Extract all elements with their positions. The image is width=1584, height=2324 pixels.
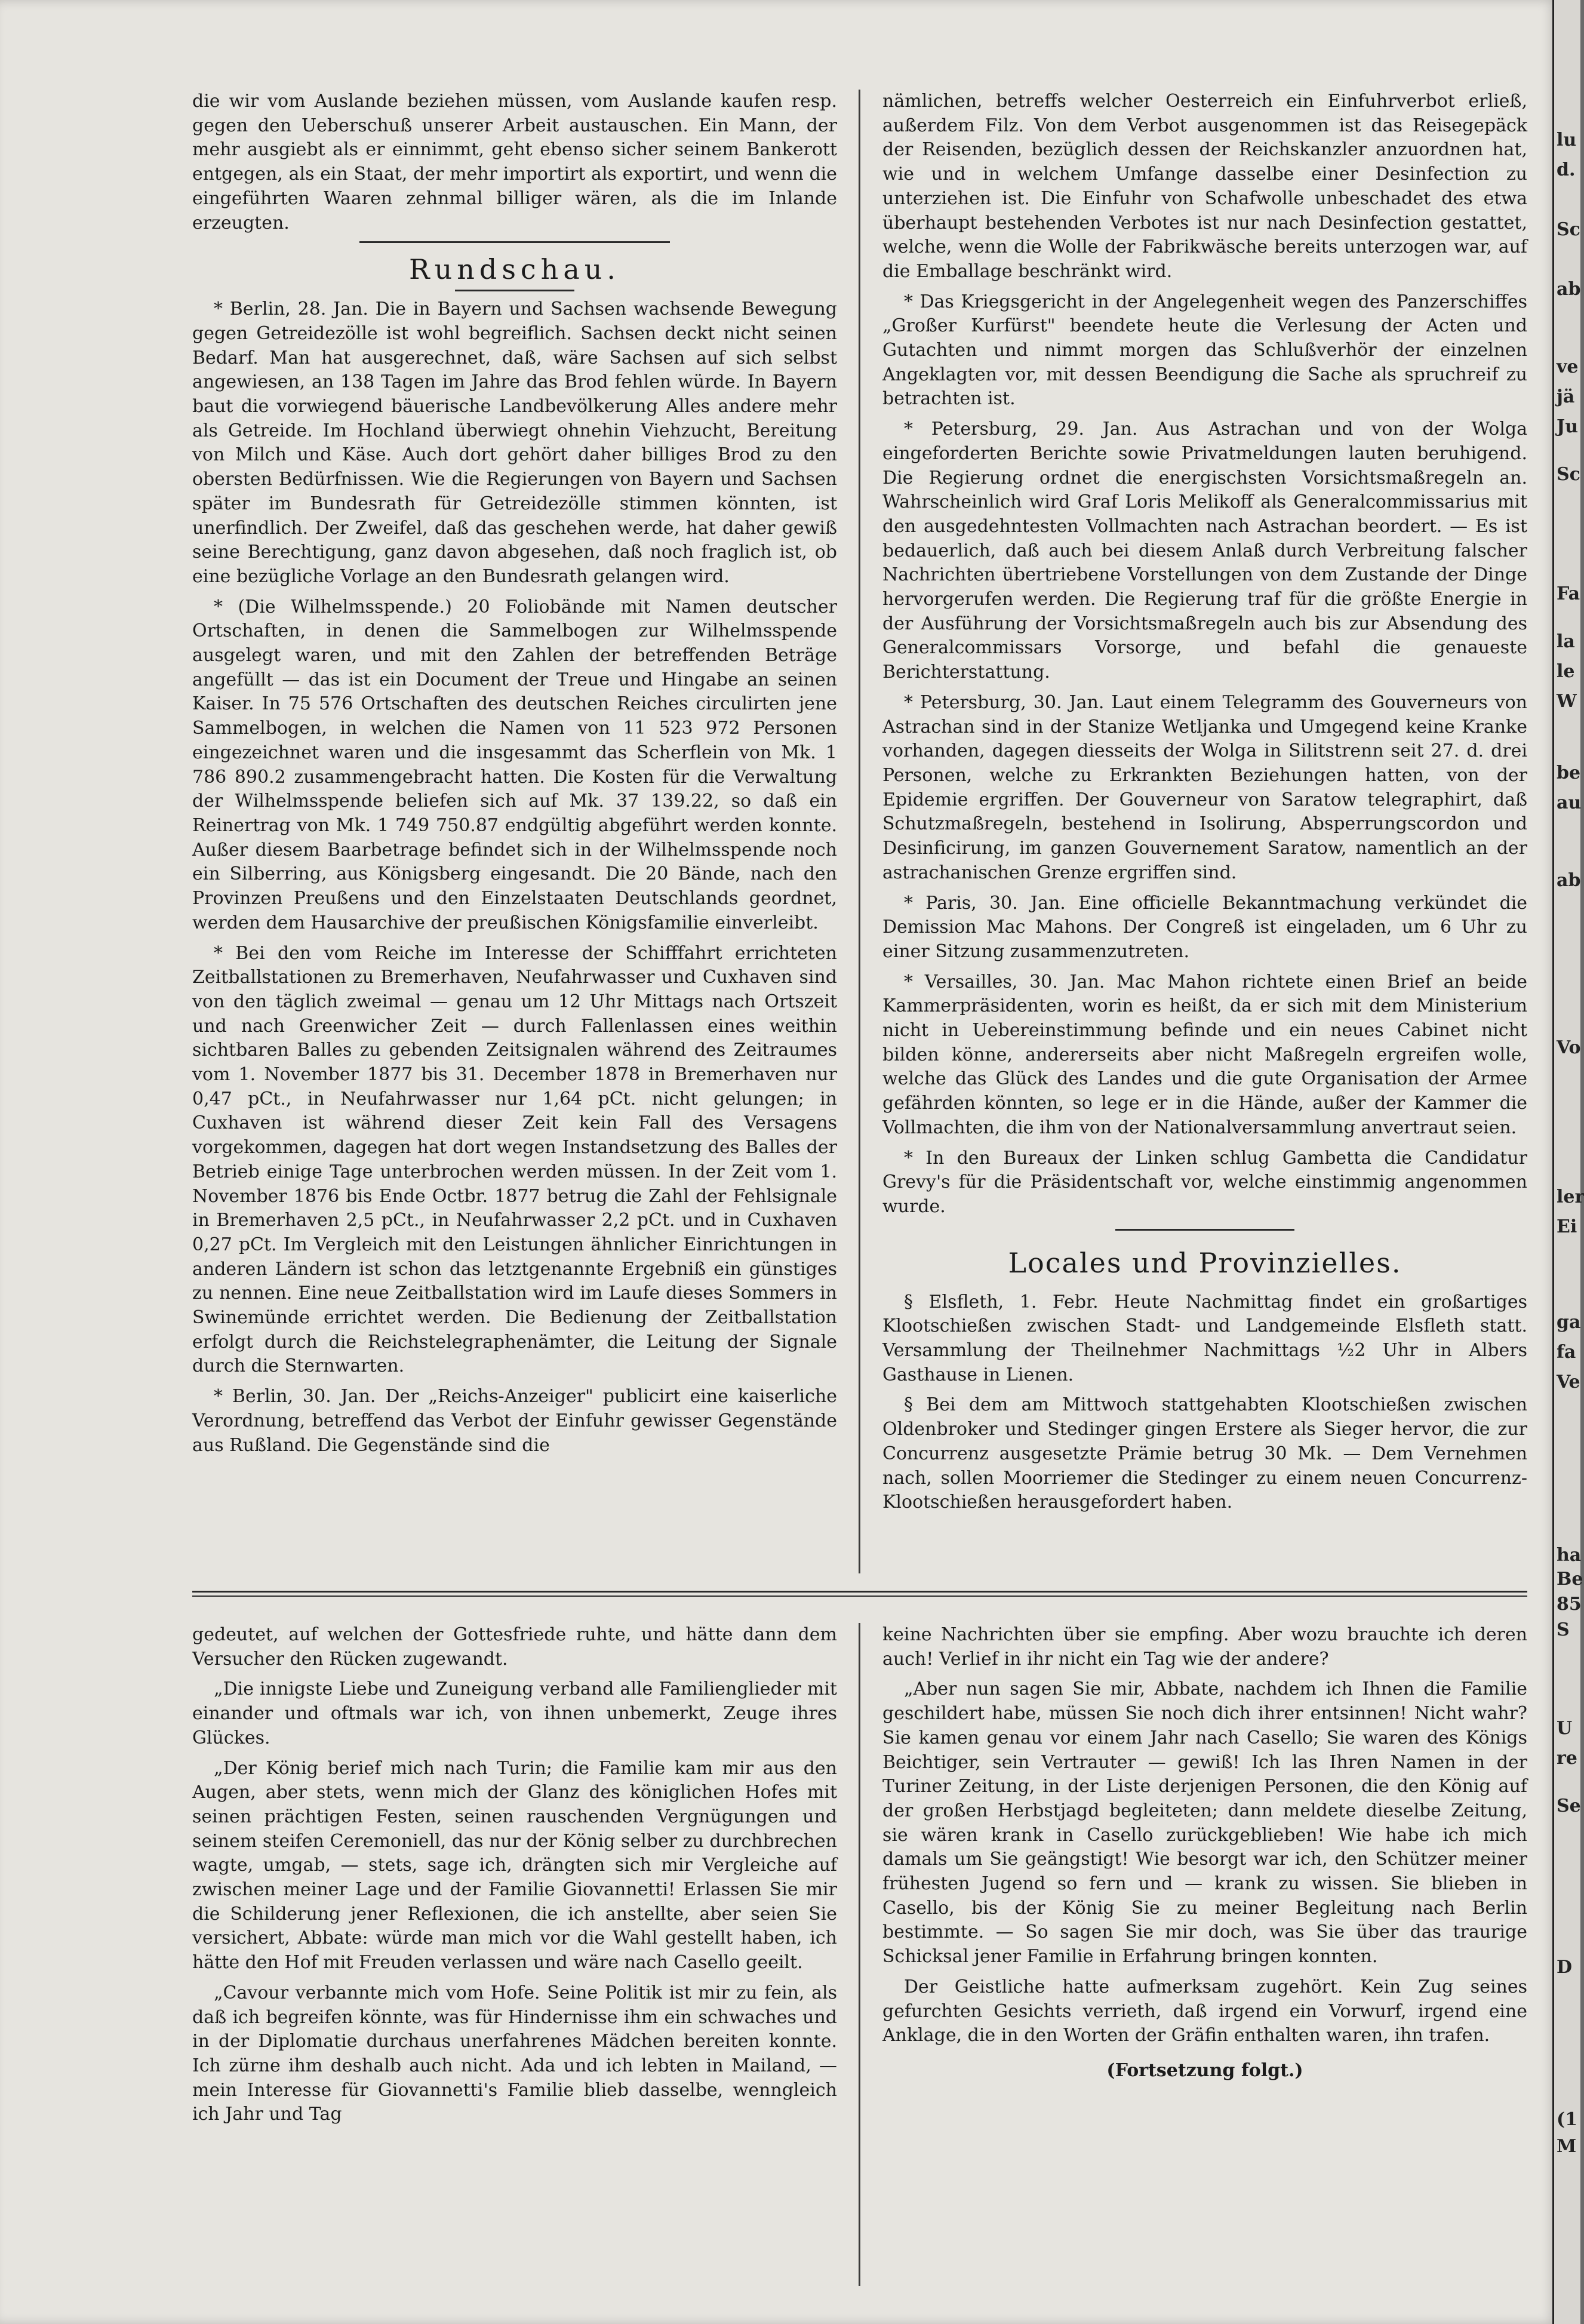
margin-fragment: Fa <box>1557 583 1580 604</box>
heading-underline <box>455 290 574 291</box>
margin-fragment: ab <box>1557 279 1581 300</box>
section-heading-locales: Locales und Provinzielles. <box>1008 1246 1402 1279</box>
margin-fragment: be <box>1557 763 1581 783</box>
feuilleton-paragraph: „Aber nun sagen Sie mir, Abbate, nachdem ich Ihnen die Familie geschildert habe, müssen Sie noch dich ihrer entsinnen! Nicht wahr? Sie kamen genau vor einem Jahr nach Casello; Sie waren des Königs Beichtiger, sein Vertrauter — gewiß! Ich las Ihren Namen in der Turiner Zeitung, in der Liste derjenigen Personen, die den König auf der großen Herbstjagd begleiteten; dann meldete dieselbe Zeitung, sie wären krank in Casello zurückgeblieben! Wie habe ich mich damals um Sie geängstigt! Wie besorgt war ich, den Schützer meiner frühesten Jugend so fern und — krank zu wissen. Sie blieben in Casello, bis der König Sie zu meiner Begleitung nach Berlin bestimmte. — So sagen Sie mir doch, was Sie über das traurige Schicksal jener Familie in Erfahrung bringen konnten. <box>882 1679 1527 1968</box>
margin-fragment: ve <box>1557 356 1579 377</box>
feuilleton-separator-double <box>192 1596 1527 1597</box>
article-petersburg-30: * Petersburg, 30. Jan. Laut einem Telegramm des Gouverneurs von Astrachan sind in der Stanize Wetljanka und Umgegend keine Kranke vorhanden, dagegen diesseits der Wolga in Silitstrenn seit 27. d. drei Personen, welche zu Erkrankten Beziehungen hatten, von der Epidemie ergriffen. Der Gouverneur von Saratow telegraphirt, daß Schutzmaßregeln, bestehend in Isolirung, Absperrungscordon und Desinficirung, im ganzen Gouvernement Saratow, namentlich an der astrachanischen Grenze ergriffen sind. <box>882 691 1527 883</box>
article-intro-continuation: die wir vom Auslande beziehen müssen, vom Auslande kaufen resp. gegen den Ueberschuß unserer Arbeit austauschen. Ein Mann, der mehr ausgiebt als er einnimmt, geht ebenso sicher seinem Bankerott entgegen, als ein Staat, der mehr importirt als exportirt, und wenn die eingeführten Waaren zehnmal billiger wären, als die im Inlande erzeugten. <box>192 91 837 233</box>
column-divider-lower <box>859 1623 860 2286</box>
margin-fragment: M <box>1557 2136 1577 2157</box>
article-petersburg-29: * Petersburg, 29. Jan. Aus Astrachan und von der Wolga eingeforderten Berichte sowie Privatmeldungen lauten beruhigend. Die Regierung ordnet die energischsten Vorsichtsmaßregeln an. Wahrscheinlich wird Graf Loris Melikoff als Generalcommissarius mit den ausgedehntesten Vollmachten nach Astrachan beordert. — Es ist bedauerlich, daß auch bei diesem Anlaß durch Verbreitung falscher Nachrichten übertriebene Vorstellungen von dem Zustande der Dinge hervorgerufen werden. Die Regierung traf für die größte Energie in der Ausführung der Vorsichtsmaßregeln auch bis zur Absendung des Generalcommissars Vorsorge, und befahl die genaueste Berichterstattung. <box>882 419 1527 683</box>
column-lower-left <box>192 1623 837 2286</box>
column-lower-right <box>882 1623 1527 2286</box>
margin-fragment: Sc <box>1557 464 1580 485</box>
article-gambetta: * In den Bureaux der Linken schlug Gambetta die Candidatur Grevy's für die Präsidentschaft vor, welche einstimmig angenommen wurde. <box>882 1147 1527 1217</box>
article-kriegsgericht: * Das Kriegsgericht in der Angelegenheit wegen des Panzerschiffes „Großer Kurfürst" beendete heute die Verlesung der Acten und Gutachten und nimmt morgen das Schlußverhör der einzelnen Angeklagten vor, mit dessen Beendigung die Sache als spruchreif zu betrachten ist. <box>882 291 1527 410</box>
margin-fragment: Ve <box>1557 1372 1580 1392</box>
margin-fragment: fa <box>1557 1342 1576 1363</box>
margin-fragment: au <box>1557 792 1582 813</box>
margin-fragment: Vo <box>1557 1037 1581 1058</box>
article-elsfleth: § Elsfleth, 1. Febr. Heute Nachmittag findet ein großartiges Klootschießen zwischen Stadt- und Landgemeinde Elsfleth statt. Versammlung der Theilnehmer Nachmittags ½2 Uhr in Albers Gasthause in Lienen. <box>882 1291 1527 1385</box>
adjacent-page-edge <box>1552 0 1584 2324</box>
margin-fragment: 85 <box>1557 1594 1582 1615</box>
continuation-note: (Fortsetzung folgt.) <box>1106 2059 1303 2081</box>
article-klootschiessen: § Bei dem am Mittwoch stattgehabten Klootschießen zwischen Oldenbroker und Stedinger gingen Erstere als Sieger hervor, die zur Concurrenz ausgesetzte Prämie betrug 30 Mk. — Dem Vernehmen nach, sollen Moorriemer die Stedinger zu einem neuen Concurrenz-Klootschießen herausgefordert haben. <box>882 1394 1527 1513</box>
margin-fragment: la <box>1557 631 1575 652</box>
feuilleton-paragraph: „Der König berief mich nach Turin; die Familie kam mir aus den Augen, aber stets, wenn mich der Glanz des königlichen Hofes mit seinen prächtigen Festen, seinen rauschenden Vergnügungen und seinem steifen Ceremoniell, das nur der König selber zu durchbrechen wagte, umgab, — stets, sage ich, drängten sich mir Vergleiche auf zwischen meiner Lage und der Familie Giovannetti! Erlassen Sie mir die Schilderung jener Reflexionen, die ich anstellte, aber seien Sie versichert, Abbate: würde man mich vor die Wahl gestellt haben, ich hätte den Hof mit Freuden verlassen und wäre nach Casello geeilt. <box>192 1757 837 1973</box>
feuilleton-paragraph: keine Nachrichten über sie empfing. Aber wozu brauchte ich deren auch! Verlief in ihr nicht ein Tag wie der andere? <box>882 1624 1527 1670</box>
margin-fragment: Ei <box>1557 1216 1577 1237</box>
margin-fragment: D <box>1557 1957 1573 1978</box>
margin-fragment: W <box>1557 691 1577 712</box>
margin-fragment: lu <box>1557 130 1577 150</box>
margin-fragment: S <box>1557 1619 1570 1640</box>
margin-fragment: Ju <box>1557 416 1579 437</box>
feuilleton-paragraph: gedeutet, auf welchen der Gottesfriede ruhte, und hätte dann dem Versucher den Rücken zugewandt. <box>192 1624 837 1670</box>
margin-fragment: ha <box>1557 1545 1582 1566</box>
margin-fragment: (1 <box>1557 2109 1578 2130</box>
article-berlin-einfuhrverbot: * Berlin, 30. Jan. Der „Reichs-Anzeiger" publicirt eine kaiserliche Verordnung, betreffend das Verbot der Einfuhr gewisser Gegenstände aus Rußland. Die Gegenstände sind die <box>192 1386 837 1456</box>
article-einfuhrverbot-continuation: nämlichen, betreffs welcher Oesterreich ein Einfuhrverbot erließ, außerdem Filz. Von dem Verbot ausgenommen ist das Reisegepäck der Reisenden, bezüglich dessen der Reichskanzler anzuordnen hat, wie und in welchem Umfange dasselbe einer Desinfection zu unterziehen ist. Die Einfuhr von Schafwolle unbeschadet des etwa überhaupt bestehenden Verbotes ist nur nach Desinfection gestattet, welche, wenn die Wolle der Fabrikwäsche bereits unterzogen war, auf die Emballage beschränkt wird. <box>882 91 1527 282</box>
column-upper-left <box>192 90 837 1573</box>
margin-fragment: ler <box>1557 1186 1584 1207</box>
column-upper-right <box>882 90 1527 1573</box>
divider-rule <box>1115 1229 1294 1231</box>
feuilleton-separator <box>192 1591 1527 1593</box>
margin-fragment: ab <box>1557 870 1581 891</box>
section-heading-rundschau: Rundschau. <box>408 253 620 286</box>
margin-fragment: Sc <box>1557 219 1580 240</box>
article-paris: * Paris, 30. Jan. Eine officielle Bekanntmachung verkündet die Demission Mac Mahons. Der Congreß ist eingeladen, um 6 Uhr zu einer Sitzung zusammenzutreten. <box>882 892 1527 962</box>
feuilleton-paragraph: „Die innigste Liebe und Zuneigung verband alle Familienglieder mit einander und oftmals war ich, von ihnen unbemerkt, Zeuge ihres Glückes. <box>192 1679 837 1748</box>
margin-fragment: jä <box>1557 386 1575 407</box>
margin-fragment: re <box>1557 1748 1577 1769</box>
margin-fragment: ga <box>1557 1312 1581 1333</box>
margin-fragment: Be <box>1557 1569 1583 1590</box>
article-zeitballstationen: * Bei den vom Reiche im Interesse der Schifffahrt errichteten Zeitballstationen zu Bremerhaven, Neufahrwasser und Cuxhaven sind von den täglich zweimal — genau um 12 Uhr Mittags nach Ortszeit und nach Greenwicher Zeit — durch Fallenlassen eines weithin sichtbaren Balles zu gebenden Zeitsignalen während des Zeitraumes vom 1. November 1877 bis 31. December 1878 in Bremerhaven nur 0,47 pCt., in Neufahrwasser nur 1,64 pCt. nicht gelungen; in Cuxhaven ist während dieser Zeit kein Fall des Versagens vorgekommen, dagegen hat dort wegen Instandsetzung des Balles der Betrieb einige Tage unterbrochen werden müssen. In der Zeit vom 1. November 1876 bis Ende Octbr. 1877 betrug die Zahl der Fehlsignale in Bremerhaven 2,5 pCt., in Neufahrwasser 2,2 pCt. und in Cuxhaven 0,27 pCt. Im Vergleich mit den Leistungen ähnlicher Einrichtungen in anderen Ländern ist schon das letztgenannte Ergebniß ein günstiges zu nennen. Eine neue Zeitballstation wird im Laufe dieses Sommers in Swinemünde errichtet werden. Die Bedienung der Zeitballstation erfolgt durch die Reichstelegraphenämter, die Leitung der Signale durch die Sternwarten. <box>192 942 837 1377</box>
feuilleton-paragraph: Der Geistliche hatte aufmerksam zugehört. Kein Zug seines gefurchten Gesichts verrieth, daß irgend ein Vorwurf, irgend eine Anklage, die in den Worten der Gräfin enthalten waren, ihn trafen. <box>882 1976 1527 2046</box>
margin-fragment: d. <box>1557 159 1576 180</box>
margin-fragment: le <box>1557 661 1575 682</box>
article-versailles: * Versailles, 30. Jan. Mac Mahon richtete einen Brief an beide Kammerpräsidenten, worin es heißt, da er sich mit dem Ministerium nicht in Uebereinstimmung befinde und ein neues Cabinet nicht bilden könne, andererseits aber nicht Maßregeln ergreifen wolle, welche das Glück des Landes und die gute Organisation der Armee gefährden könnten, so lege er in die Hände, außer der Kammer die Vollmachten, die ihm von der Nationalversammlung anvertraut seien. <box>882 971 1527 1138</box>
column-divider <box>859 90 860 1573</box>
article-berlin-getreidezoelle: * Berlin, 28. Jan. Die in Bayern und Sachsen wachsende Bewegung gegen Getreidezölle ist wohl begreiflich. Sachsen deckt nicht seinen Bedarf. Man hat ausgerechnet, daß, wäre Sachsen auf sich selbst angewiesen, an 138 Tagen im Jahre das Brod fehlen würde. In Bayern baut die vorwiegend bäuerische Landbevölkerung Alles andere mehr als Getreide. Im Hochland überwiegt ohnehin Viehzucht, Bereitung von Milch und Käse. Auch dort gehört daher billiges Brod zu den obersten Bedürfnissen. Wie die Regierungen von Bayern und Sachsen später im Bundesrath für Getreidezölle stimmen könnten, ist unerfindlich. Der Zweifel, daß das geschehen werde, hat daher gewiß seine Berechtigung, ganz davon abgesehen, daß noch fraglich ist, ob eine bezügliche Vorlage an den Bundesrath gelangen wird. <box>192 299 837 587</box>
article-wilhelmsspende: * (Die Wilhelmsspende.) 20 Foliobände mit Namen deutscher Ortschaften, in denen die Sammelbogen zur Wilhelmsspende ausgelegt waren, und mit den Zahlen der betreffenden Beträge angefüllt — das ist ein Document der Treue und Hingabe an seinen Kaiser. In 75 576 Ortschaften des deutschen Reiches circulirten jene Sammelbogen, in welchen die Namen von 11 523 972 Personen eingezeichnet waren und die insgesammt das Scherflein von Mk. 1 786 890.2 zusammengebracht hatten. Die Kosten für die Verwaltung der Wilhelmsspende beliefen sich auf Mk. 37 139.22, so daß ein Reinertrag von Mk. 1 749 750.87 endgültig abgeführt werden konnte. Außer diesem Baarbetrage befindet sich in der Wilhelmsspende noch ein Silberring, aus Königsberg eingesandt. Die 20 Bände, nach den Provinzen Preußens und den Einzelstaaten Deutschlands geordnet, werden dem Hausarchive der preußischen Königsfamilie einverleibt. <box>192 596 837 933</box>
feuilleton-paragraph: „Cavour verbannte mich vom Hofe. Seine Politik ist mir zu fein, als daß ich begreifen könnte, was für Hindernisse ihm ein schwaches und in der Diplomatie durchaus unerfahrenes Mädchen bereiten konnte. Ich zürne ihm deshalb auch nicht. Ada und ich lebten in Mailand, — mein Interesse für Giovannetti's Familie blieb dasselbe, wenngleich ich Jahr und Tag <box>192 1982 837 2125</box>
margin-fragment: Se <box>1557 1796 1581 1816</box>
margin-fragment: U <box>1557 1718 1573 1739</box>
divider-rule <box>359 241 670 243</box>
